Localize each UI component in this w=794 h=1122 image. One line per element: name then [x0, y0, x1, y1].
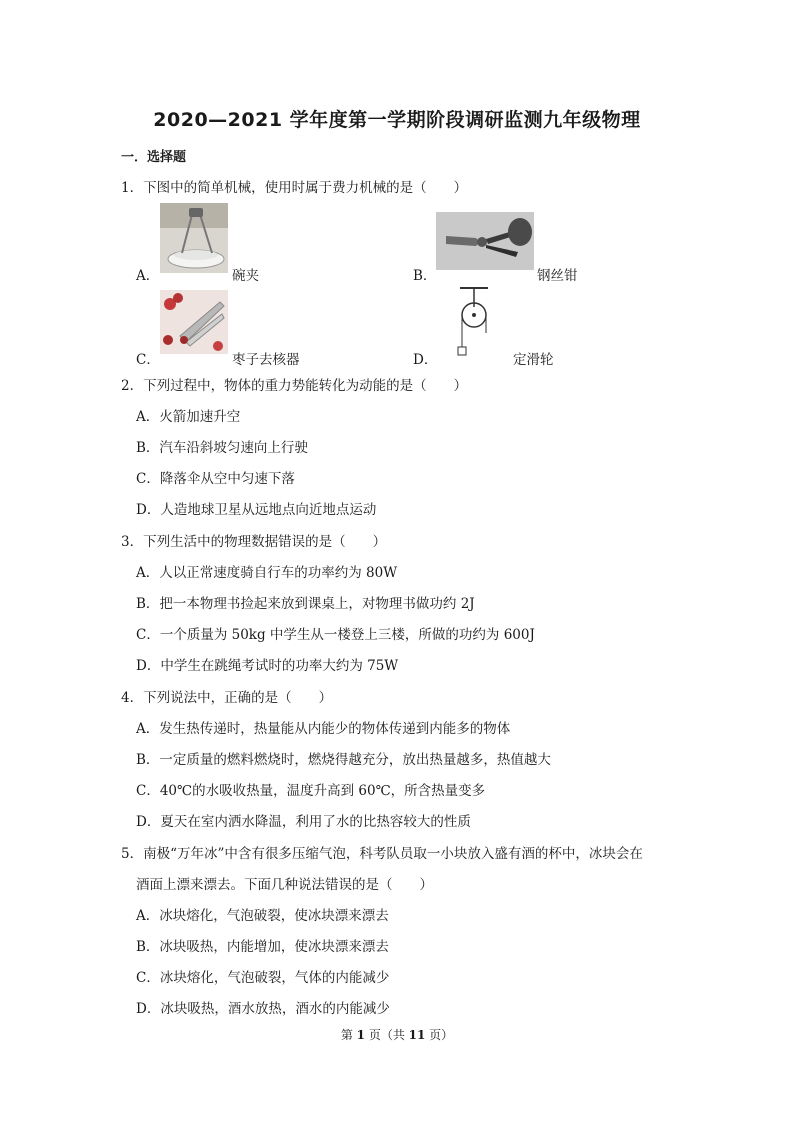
q1-option-a-label: 碗夹: [232, 268, 259, 284]
q1-option-b-letter: B．: [413, 268, 437, 284]
footer-prefix: 第: [340, 1028, 357, 1042]
q5-option-c: C．冰块熔化，气泡破裂，气体的内能减少: [136, 970, 390, 986]
question-5-stem-line-2: 酒面上漂来漂去。下面几种说法错误的是（ ）: [136, 877, 433, 893]
q3-option-d: D．中学生在跳绳考试时的功率大约为 75W: [136, 658, 399, 674]
q2-option-b: B．汽车沿斜坡匀速向上行驶: [136, 440, 308, 456]
q3-option-b: B．把一本物理书捡起来放到课桌上，对物理书做功约 2J: [136, 596, 475, 612]
section-heading: 一．选择题: [121, 150, 187, 165]
q5-option-a: A．冰块熔化，气泡破裂，使冰块漂来漂去: [136, 908, 389, 924]
q4-option-b: B．一定质量的燃料燃烧时，燃烧得越充分，放出热量越多，热值越大: [136, 752, 551, 768]
q1-option-a-letter: A．: [136, 268, 160, 284]
q4-option-a: A．发生热传递时，热量能从内能少的物体传递到内能多的物体: [136, 721, 511, 737]
footer-page-number: 1: [356, 1028, 365, 1042]
fixed-pulley-diagram: [452, 285, 496, 357]
question-5-stem-line-1: 5．南极“万年冰”中含有很多压缩气泡，科考队员取一小块放入盛有酒的杯中，冰块会在: [121, 846, 643, 862]
question-3-stem: 3．下列生活中的物理数据错误的是（ ）: [121, 534, 387, 550]
q5-option-b: B．冰块吸热，内能增加，使冰块漂来漂去: [136, 939, 389, 955]
q5-option-d: D．冰块吸热，酒水放热，酒水的内能减少: [136, 1001, 390, 1017]
q1-option-c-letter: C．: [136, 352, 160, 368]
q1-option-d-letter: D．: [413, 352, 438, 368]
q4-option-c: C．40℃的水吸收热量，温度升高到 60℃，所含热量变多: [136, 783, 486, 799]
q1-option-b-label: 钢丝钳: [537, 268, 578, 284]
footer-middle: 页（共: [365, 1028, 409, 1042]
bowl-clamp-image: [160, 203, 228, 273]
q2-option-d: D．人造地球卫星从远地点向近地点运动: [136, 502, 377, 518]
q1-option-d-label: 定滑轮: [513, 352, 554, 368]
page-title: 2020—2021 学年度第一学期阶段调研监测九年级物理: [153, 109, 641, 131]
q2-option-c: C．降落伞从空中匀速下落: [136, 471, 295, 487]
question-4-stem: 4．下列说法中，正确的是（ ）: [121, 690, 333, 706]
page-footer: [0, 1026, 794, 1043]
q3-option-c: C．一个质量为 50kg 中学生从一楼登上三楼，所做的功约为 600J: [136, 627, 535, 643]
footer-suffix: 页）: [425, 1028, 454, 1042]
q1-option-c-label: 枣子去核器: [232, 352, 300, 368]
q3-option-a: A．人以正常速度骑自行车的功率约为 80W: [136, 565, 398, 581]
wire-pliers-image: [436, 212, 534, 270]
q2-option-a: A．火箭加速升空: [136, 409, 241, 425]
footer-total-pages: 11: [408, 1028, 426, 1042]
q4-option-d: D．夏天在室内洒水降温，利用了水的比热容较大的性质: [136, 814, 471, 830]
question-2-stem: 2．下列过程中，物体的重力势能转化为动能的是（ ）: [121, 378, 468, 394]
date-pitter-image: [160, 290, 228, 354]
question-1-stem: 1．下图中的简单机械，使用时属于费力机械的是（ ）: [121, 180, 468, 196]
